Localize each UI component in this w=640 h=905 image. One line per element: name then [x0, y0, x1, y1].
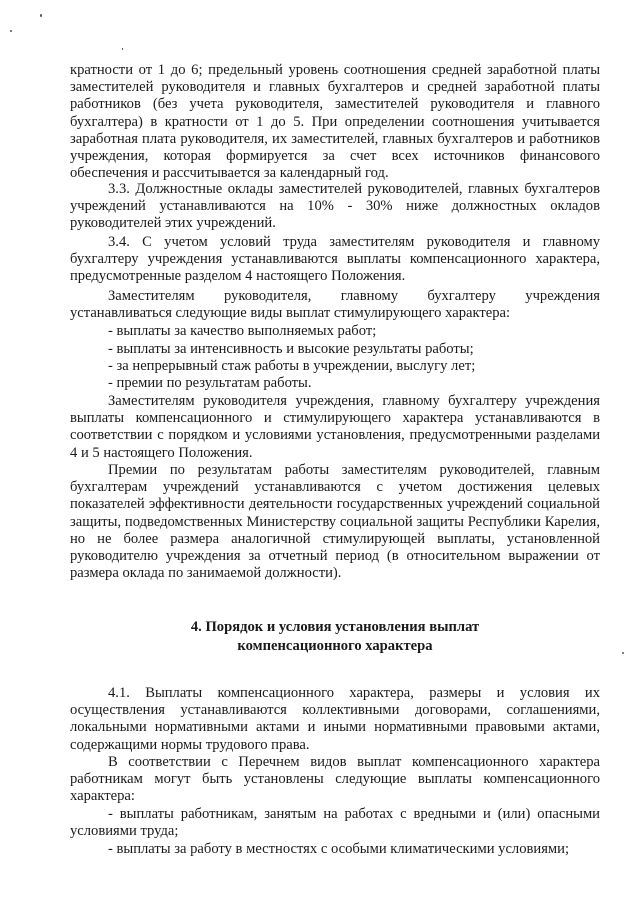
- paragraph-stimulating-intro: Заместителям руководителя, главному бухгалтеру учреждения устанавливаться следующие виды выплат стимулирующего характера:: [70, 288, 600, 322]
- list-item: - выплаты за качество выполняемых работ;: [108, 323, 377, 339]
- paragraph-4-1: 4.1. Выплаты компенсационного характера, размеры и условия их осуществления устанавливаются коллективными договорами, соглашениями, локальными нормативными актами и иными нормативными правовыми актами, содержащими нормы трудового права.: [70, 685, 600, 753]
- paragraph-bonuses: Премии по результатам работы заместителям руководителей, главным бухгалтерам учреждений устанавливаются с учетом достижения целевых показателей эффективности деятельности государственных учреждений социальной защиты, подведомственных Министерству социальной защиты Республики Карелия, но не более размера аналогичной стимулирующей выплаты, установленной руководителю учреждения за отчетный период (в относительном выражении от размера оклада по занимаемой должности).: [70, 462, 600, 582]
- section-heading: 4. Порядок и условия установления выплат: [190, 619, 480, 635]
- list-item: - за непрерывный стаж работы в учреждении, выслугу лет;: [108, 358, 476, 374]
- scan-speck: [10, 30, 12, 32]
- paragraph-deputies-payments: Заместителям руководителя учреждения, главному бухгалтеру учреждения выплаты компенсационного и стимулирующего характера устанавливаются в соответствии с порядком и условиями установления, предусмотренными разделами 4 и 5 настоящего Положения.: [70, 393, 600, 461]
- scan-speck: [622, 652, 624, 654]
- list-item: - выплаты работникам, занятым на работах с вредными и (или) опасными условиями труда;: [70, 806, 600, 840]
- section-heading-continued: компенсационного характера: [237, 638, 433, 654]
- paragraph-3-3: 3.3. Должностные оклады заместителей руководителей, главных бухгалтеров учреждений устанавливаются на 10% - 30% ниже должностных окладов руководителей этих учреждений.: [70, 181, 600, 232]
- list-item: - выплаты за интенсивность и высокие результаты работы;: [108, 341, 474, 357]
- paragraph-compensation-list-intro: В соответствии с Перечнем видов выплат компенсационного характера работникам могут быть установлены следующие выплаты компенсационного характера:: [70, 754, 600, 805]
- scan-speck: [40, 14, 42, 17]
- paragraph-3-4: 3.4. С учетом условий труда заместителям руководителя и главному бухгалтеру учреждения устанавливаются выплаты компенсационного характера, предусмотренные разделом 4 настоящего Положения.: [70, 234, 600, 285]
- paragraph-salary-ratio: кратности от 1 до 6; предельный уровень соотношения средней заработной платы заместителей руководителя и главных бухгалтеров и средней заработной платы работников (без учета руководителя, заместителей руководителя и главного бухгалтера) в кратности от 1 до 5. При определении соотношения учитывается заработная плата руководителя, их заместителей, главных бухгалтеров и работников учреждения, которая формируется за счет всех источников финансового обеспечения и рассчитывается за календарный год.: [70, 62, 600, 182]
- list-item: - премии по результатам работы.: [108, 375, 312, 391]
- list-item: - выплаты за работу в местностях с особыми климатическими условиями;: [108, 841, 570, 857]
- scan-speck: [122, 48, 123, 50]
